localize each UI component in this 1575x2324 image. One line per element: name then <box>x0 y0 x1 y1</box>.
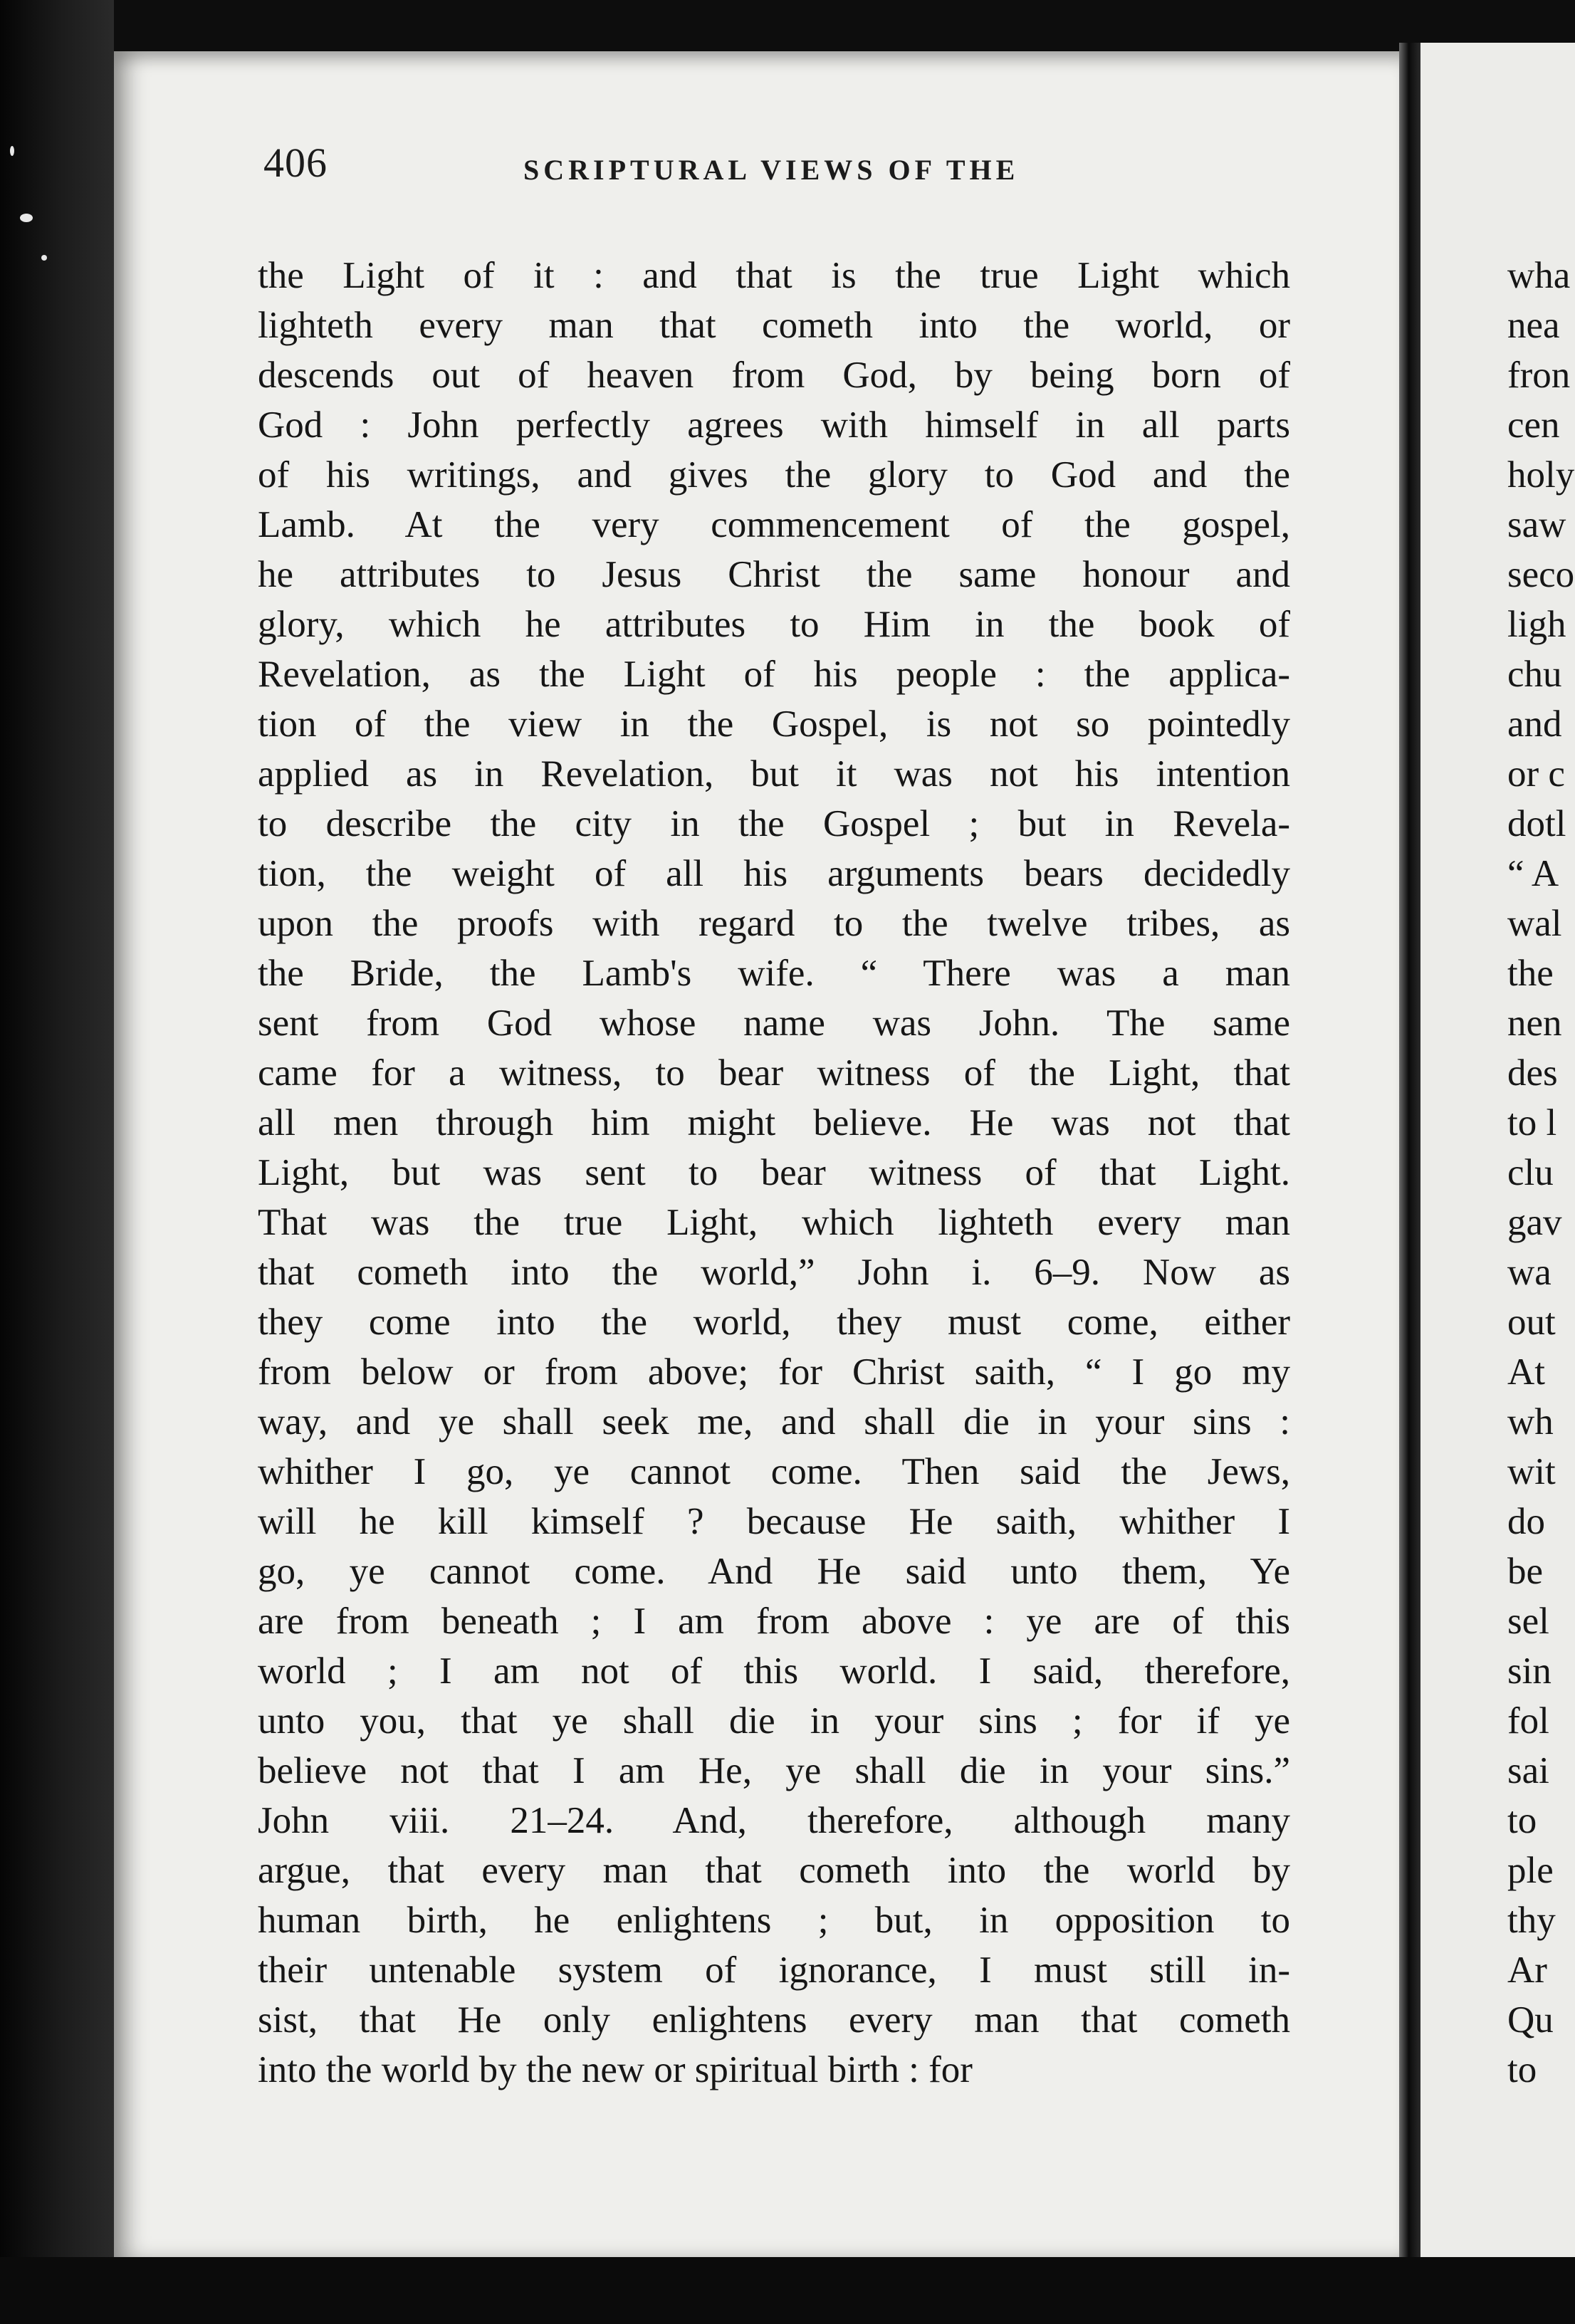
running-head: SCRIPTURAL VIEWS OF THE <box>523 154 1020 186</box>
text-line: applied as in Revelation, but it was not his intention <box>258 753 1290 795</box>
facing-line: chu <box>1507 654 1562 695</box>
facing-line: the <box>1507 953 1554 994</box>
text-line: sist, that He only enlightens every man that cometh <box>258 1999 1290 2041</box>
text-line: the Bride, the Lamb's wife. “ There was a man <box>258 953 1290 994</box>
text-line: from below or from above; for Christ saith, “ I go my <box>258 1351 1290 1393</box>
facing-line: fron <box>1507 355 1571 396</box>
text-line: whither I go, ye cannot come. Then said the Jews, <box>258 1451 1290 1492</box>
facing-line: sel <box>1507 1601 1549 1642</box>
facing-line: or c <box>1507 753 1565 795</box>
book-gutter <box>1399 43 1420 2264</box>
text-line: argue, that every man that cometh into the world by <box>258 1850 1290 1891</box>
text-line: unto you, that ye shall die in your sins ; for if ye <box>258 1700 1290 1742</box>
text-line: human birth, he enlightens ; but, in opposition to <box>258 1900 1290 1941</box>
text-line: their untenable system of ignorance, I must still in- <box>258 1949 1290 1991</box>
text-line: lighteth every man that cometh into the world, or <box>258 305 1290 346</box>
facing-line: to <box>1507 2049 1537 2090</box>
text-line: are from beneath ; I am from above : ye are of this <box>258 1601 1290 1642</box>
text-line: God : John perfectly agrees with himself in all parts <box>258 404 1290 446</box>
text-line: way, and ye shall seek me, and shall die in your sins : <box>258 1401 1290 1443</box>
page-header <box>263 139 1303 203</box>
text-line: of his writings, and gives the glory to God and the <box>258 454 1290 496</box>
facing-line: “ A <box>1507 853 1559 894</box>
facing-line: des <box>1507 1052 1558 1094</box>
facing-line: be <box>1507 1551 1544 1592</box>
text-line: will he kill kimself ? because He saith, whither I <box>258 1501 1290 1542</box>
text-line: go, ye cannot come. And He said unto them, Ye <box>258 1551 1290 1592</box>
facing-line: nea <box>1507 305 1560 346</box>
scanner-edge-top <box>0 0 1575 57</box>
text-line: tion, the weight of all his arguments bears decidedly <box>258 853 1290 894</box>
text-line: upon the proofs with regard to the twelve tribes, as <box>258 903 1290 944</box>
facing-line: wha <box>1507 255 1571 296</box>
facing-line: clu <box>1507 1152 1554 1193</box>
body-text <box>258 251 1290 2095</box>
page-number: 406 <box>263 140 328 186</box>
scanner-edge-left <box>0 0 114 2324</box>
facing-line: wit <box>1507 1451 1556 1492</box>
facing-line: sin <box>1507 1650 1552 1692</box>
facing-line: sai <box>1507 1750 1549 1791</box>
facing-line: out <box>1507 1302 1556 1343</box>
text-line: believe not that I am He, ye shall die in your sins.” <box>258 1750 1290 1791</box>
facing-line: wal <box>1507 903 1562 944</box>
scanner-edge-bottom <box>0 2257 1575 2324</box>
facing-line: to <box>1507 1800 1537 1841</box>
text-line: came for a witness, to bear witness of the Light, that <box>258 1052 1290 1094</box>
facing-page-text <box>1507 251 1575 2095</box>
facing-line: wh <box>1507 1401 1554 1443</box>
text-line: Lamb. At the very commencement of the gospel, <box>258 504 1290 545</box>
facing-line: saw <box>1507 504 1566 545</box>
scan-speck <box>20 214 33 222</box>
facing-line: holy <box>1507 454 1575 496</box>
text-line: all men through him might believe. He was not that <box>258 1102 1290 1143</box>
text-line: glory, which he attributes to Him in the book of <box>258 604 1290 645</box>
text-line: sent from God whose name was John. The same <box>258 1003 1290 1044</box>
facing-line: At <box>1507 1351 1545 1393</box>
facing-line: and <box>1507 703 1562 745</box>
text-line: into the world by the new or spiritual birth : for <box>258 2049 973 2090</box>
text-line: Revelation, as the Light of his people : the applica- <box>258 654 1290 695</box>
facing-line: ligh <box>1507 604 1566 645</box>
text-line: That was the true Light, which lighteth every man <box>258 1202 1290 1243</box>
facing-line: cen <box>1507 404 1560 446</box>
facing-line: to l <box>1507 1102 1557 1143</box>
facing-line: ple <box>1507 1850 1554 1891</box>
text-line: he attributes to Jesus Christ the same honour and <box>258 554 1290 595</box>
facing-line: thy <box>1507 1900 1556 1941</box>
facing-line: dotl <box>1507 803 1566 844</box>
text-line: world ; I am not of this world. I said, therefore, <box>258 1650 1290 1692</box>
facing-line: nen <box>1507 1003 1562 1044</box>
text-line: descends out of heaven from God, by being born of <box>258 355 1290 396</box>
text-line: that cometh into the world,” John i. 6–9. Now as <box>258 1252 1290 1293</box>
text-line: John viii. 21–24. And, therefore, although many <box>258 1800 1290 1841</box>
scan-speck <box>10 146 14 156</box>
facing-line: do <box>1507 1501 1545 1542</box>
text-line: Light, but was sent to bear witness of that Light. <box>258 1152 1290 1193</box>
text-line: they come into the world, they must come, either <box>258 1302 1290 1343</box>
text-line: to describe the city in the Gospel ; but in Revela- <box>258 803 1290 844</box>
facing-line: wa <box>1507 1252 1552 1293</box>
facing-line: seco <box>1507 554 1575 595</box>
facing-line: gav <box>1507 1202 1562 1243</box>
text-line: tion of the view in the Gospel, is not so pointedly <box>258 703 1290 745</box>
facing-line: Qu <box>1507 1999 1554 2041</box>
facing-line: fol <box>1507 1700 1549 1742</box>
text-line: the Light of it : and that is the true Light which <box>258 255 1290 296</box>
scan-speck <box>41 255 47 261</box>
facing-line: Ar <box>1507 1949 1547 1991</box>
